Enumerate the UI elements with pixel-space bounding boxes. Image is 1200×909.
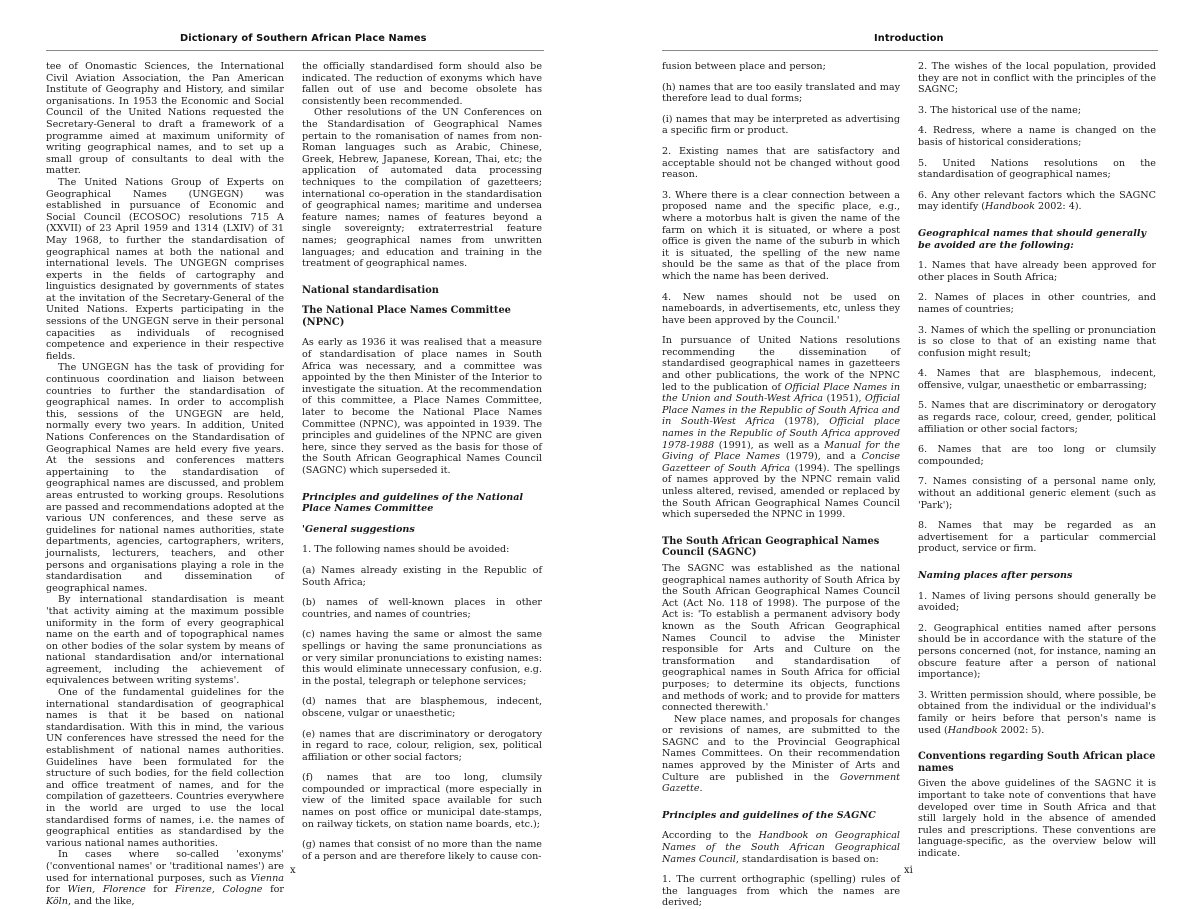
list-item: 2. Geographical entities named after persons should be in accordance with the stature of the persons concerned (not, for instance, naming an obscure feature after a person of national importance); [918, 622, 1156, 681]
italic-name: Köln [46, 895, 68, 907]
text: for [262, 884, 284, 896]
page-number-left: x [290, 865, 296, 876]
paragraph: The UNGEGN has the task of providing for continuous coordination and liaison between countries to further the standardisation of geographical names. In order to accomplish this, sessions of the UNGEGN are held, normally every two years. In addition, United Nations Conferences on the Standardisation of Geographical Names are held every five years. At the sessions and conferences matters appertaining to the standardisation of geographical names are discussed, and problem areas entrusted to working groups. Resolutions are passed and recommendations adopted at the various UN conferences, and these serve as guidelines for national names authorities, state departments, agencies, cartographers, writers, journalists, lecturers, teachers, and other persons and organisations playing a role in the standardisation and dissemination of geographical names. [46, 362, 284, 594]
italic-name: Firenze, Cologne [174, 884, 263, 896]
list-item: 3. Names of which the spelling or pronunciation is so close to that of an existing name that confusion might result; [918, 324, 1156, 359]
italic-name: Wien, [67, 884, 96, 896]
italic-heading: Principles and guidelines of the National Place Names Committee [302, 491, 524, 515]
list-item: 1. Names that have already been approved for other places in South Africa; [918, 260, 1156, 283]
text: 2002: 5). [997, 724, 1045, 736]
paragraph: tee of Onomastic Sciences, the International Civil Aviation Association, the Pan American Institute of Geography and History, and similar organisations. In 1953 the Economic and Social Council of the United Nations requested the Secretary-General to draft a framework of a programme aimed at maximum uniformity of writing geographical names, and to set up a small group of consultants to deal with the matter. [46, 61, 284, 177]
list-item: (c) names having the same or almost the same spellings or having the same pronunciations as or very similar pronunciations to existing names: this would eliminate unnecessary confusion, e.g. in the postal, telegraph or telephone services; [302, 629, 542, 687]
text: , and the like, [67, 895, 135, 907]
paragraph: One of the fundamental guidelines for the international standardisation of geographical names is that it be based on national standardisation. With this in mind, the various UN conferences have stressed the need for the establishment of national names authorities. Guidelines have been formulated for the structure of such bodies, for the field collection and office treatment of names, and for the compilation of gazetteers. Countries everywhere in the world are urged to use the local standardised forms of names, i.e. the names of geographical entities as standardised by the various national names authorities. [46, 687, 284, 849]
italic-title: Official Place Names in the Republic of South Africa and in South-West Africa [662, 393, 900, 428]
list-item: 7. Names consisting of a personal name only, without an additional generic element (such as 'Park'); [918, 476, 1156, 511]
italic-heading: Principles and guidelines of the SAGNC [662, 809, 876, 821]
list-item: 2. The wishes of the local population, provided they are not in conflict with the principles of the SAGNC; [918, 61, 1156, 96]
list-item: 5. Names that are discriminatory or derogatory as regards race, colour, creed, gender, political affiliation or other social factors; [918, 400, 1156, 435]
paragraph: Other resolutions of the UN Conferences on the Standardisation of Geographical Names pertain to the romanisation of names from non-Roman languages such as Arabic, Chinese, Greek, Hebrew, Japanese, Korean, Thai, etc; the application of automated data processing techniques to the compilation of gazetteers; international co-operation in the standardisation of geographical names; maritime and undersea feature names; names of features beyond a single sovereignty; extraterrestrial feature names; geographical names from unwritten languages; and education and training in the treatment of geographical names. [302, 107, 542, 270]
list-item: (f) names that are too long, clumsily compounded or impractical (more especially in view of the limited space available for such names on post office or municipal date-stamps, on railway tickets, on station name boards, etc.); [302, 772, 542, 830]
text: In cases where so-called 'exonyms' ('conventional names' or 'traditional names') are used for international purposes, such as [46, 849, 284, 884]
list-item: 2. Names of places in other countries, and names of countries; [918, 292, 1156, 315]
paragraph: As early as 1936 it was realised that a measure of standardisation of place names in South Africa was necessary, and a committee was appointed by the then Minister of the Interior to investigate the situation. At the recommendation of this committee, a Place Names Committee, later to become the National Place Names Committee (NPNC), was appointed in 1939. The principles and guidelines of the NPNC are given here, since they served as the basis for those of the South African Geographical Names Council (SAGNC) which superseded it. [302, 337, 542, 476]
list-item: fusion between place and person; [662, 61, 826, 72]
italic-heading: Naming places after persons [918, 570, 1073, 581]
italic-title: Handbook [985, 201, 1035, 213]
text: . [699, 783, 703, 795]
list-item: (b) names of well-known places in other countries, and names of countries; [302, 597, 542, 620]
text: In pursuance of United Nations resolutions recommending the dissemination of standardised geographical names in gazetteers and other publications, the work of the NPNC led to the publication of [662, 335, 900, 393]
section-heading: Conventions regarding South African place names [918, 751, 1156, 774]
paragraph: By international standardisation is meant 'that activity aiming at the maximum possible uniformity in the form of every geographical name on the earth and of topographical names on other bodies of the solar system by means of national standardisation and/or international agreement, including the achievement of equivalences between writing systems'. [46, 594, 284, 687]
list-item: (a) Names already existing in the Republic of South Africa; [302, 564, 542, 588]
text: for [46, 884, 68, 896]
italic-name: Vienna [250, 872, 284, 884]
text: 3. Written permission should, where possible, be obtained from the individual or the individual's family or heirs before that person's name is used ( [918, 689, 1156, 736]
list-item: 8. Names that may be regarded as an advertisement for a particular commercial product, service or firm. [918, 520, 1156, 555]
text: (1991), as well as a [714, 439, 825, 451]
paragraph: Given the above guidelines of the SAGNC it is important to take note of conventions that have developed over time in South Africa and that still largely hold in the absence of amended rules and prescriptions. These conventions are language-specific, as the overview below will indicate. [918, 778, 1156, 859]
italic-title: Handbook on Geographical Names of the South African Geographical Names Council [662, 830, 900, 865]
right-column-1 [662, 61, 900, 909]
header-rule-right [662, 50, 1158, 51]
right-column-2 [918, 61, 1156, 859]
left-column-1 [46, 61, 284, 907]
running-head-left: Dictionary of Southern African Place Names [180, 33, 427, 44]
italic-title: Government Gazette [662, 771, 900, 795]
text: 6. Any other relevant factors which the SAGNC may identify ( [918, 189, 1156, 213]
italic-name: Florence [102, 884, 146, 896]
text: New place names, and proposals for changes or revisions of names, are submitted to the SAGNC and to the Provincial Geographical Names Committees. On their recommendation names approved by the Minister of Arts and Culture are published in the [662, 713, 900, 783]
running-head-right: Introduction [874, 33, 944, 44]
list-item: 2. Existing names that are satisfactory and acceptable should not be changed without good reason. [662, 145, 900, 181]
italic-heading: Geographical names that should generally be avoided are the following: [918, 227, 1147, 251]
section-heading: National standardisation [302, 284, 439, 296]
list-item [918, 690, 1156, 736]
italic-title: Official place names in the Republic of South Africa approved 1978-1988 [662, 416, 900, 451]
list-item: (i) names that may be interpreted as advertising a specific firm or product. [662, 113, 900, 137]
italic-title: Official Place Names in the Union and South-West Africa [662, 381, 901, 405]
text: (1994). The spellings of names approved by the NPNC remain valid unless altered, revised, amended or replaced by the South African Geographical Names Council which superseded the NPNC in 1999. [662, 462, 900, 521]
left-column-2 [302, 61, 542, 862]
italic-title: Concise Gazetteer of South Africa [662, 451, 900, 474]
text: (1978), [774, 416, 830, 428]
list-item: 4. New names should not be used on nameboards, in advertisements, etc, unless they have been approved by the Council.' [662, 291, 900, 326]
list-item: (h) names that are too easily translated and may therefore lead to dual forms; [662, 81, 900, 105]
list-item: 3. Where there is a clear connection between a proposed name and the specific place, e.g., where a motorbus halt is given the name of the farm on which it is situated, or where a post office is given the name of the suburb in which it is situated, the spelling of the new name should be the same as that of the place from which the name has been derived. [662, 189, 900, 282]
header-rule-left [46, 50, 544, 51]
paragraph [662, 714, 900, 795]
paragraph: the officially standardised form should also be indicated. The reduction of exonyms which have fallen out of use and become obsolete has consistently been recommended. [302, 61, 542, 107]
italic-heading: 'General suggestions [302, 523, 415, 535]
text: for [145, 884, 175, 896]
page-number-right: xi [904, 865, 913, 876]
list-item: 4. Names that are blasphemous, indecent, offensive, vulgar, unaesthetic or embarrassing; [918, 368, 1156, 391]
list-item: 1. The current orthographic (spelling) rules of the languages from which the names are derived; [662, 874, 900, 909]
italic-title: Manual for the Giving of Place Names [662, 439, 900, 463]
list-item: 6. Names that are too long or clumsily compounded; [918, 444, 1156, 467]
list-item: (g) names that consist of no more than the name of a person and are therefore likely to cause con- [302, 839, 542, 862]
text: According to the [662, 830, 759, 842]
text: 2002: 4). [1034, 201, 1082, 213]
section-heading: The South African Geographical Names Council (SAGNC) [662, 535, 880, 559]
paragraph-exonyms [46, 849, 284, 907]
text: , standardisation is based on: [735, 853, 879, 865]
list-item: (d) names that are blasphemous, indecent, obscene, vulgar or unaesthetic; [302, 696, 542, 719]
list-item: 5. United Nations resolutions on the standardisation of geographical names; [918, 157, 1156, 181]
paragraph: The United Nations Group of Experts on Geographical Names (UNGEGN) was established in pursuance of Economic and Social Council (ECOSOC) resolutions 715 A (XXVII) of 23 April 1959 and 1314 (LXIV) of 31 May 1968, to further the standardisation of geographical names at both the national and international levels. The UNGEGN comprises experts in the fields of cartography and linguistics designated by governments of states at the invitation of the Secretary-General of the United Nations. Experts participating in the sessions of the UNGEGN serve in their personal capacities as individuals of recognised competence and experience in their respective fields. [46, 176, 284, 362]
list-item: 4. Redress, where a name is changed on the basis of historical considerations; [918, 125, 1156, 148]
text: (1979), and a [780, 451, 862, 463]
list-item [918, 190, 1156, 213]
list-item: 3. The historical use of the name; [918, 104, 1082, 116]
italic-title: Handbook [947, 724, 998, 736]
subsection-heading: The National Place Names Committee (NPNC) [302, 305, 511, 328]
list-item: 1. The following names should be avoided: [302, 544, 510, 556]
text: (1951), [823, 393, 866, 405]
list-item: (e) names that are discriminatory or derogatory in regard to race, colour, religion, sex, political affiliation or other social factors; [302, 728, 542, 763]
list-item: 1. Names of living persons should generally be avoided; [918, 590, 1156, 614]
paragraph: The SAGNC was established as the national geographical names authority of South Africa by the South African Geographical Names Council Act (Act No. 118 of 1998). The purpose of the Act is: 'To establish a permanent advisory body known as the South African Geographical Names Council to advise the Minister responsible for Arts and Culture on the transformation and standardisation of geographical names in South Africa for official purposes; to determine its objects, functions and methods of work; and to provide for matters connected therewith.' [662, 562, 900, 714]
paragraph [662, 335, 900, 521]
paragraph [662, 830, 900, 865]
